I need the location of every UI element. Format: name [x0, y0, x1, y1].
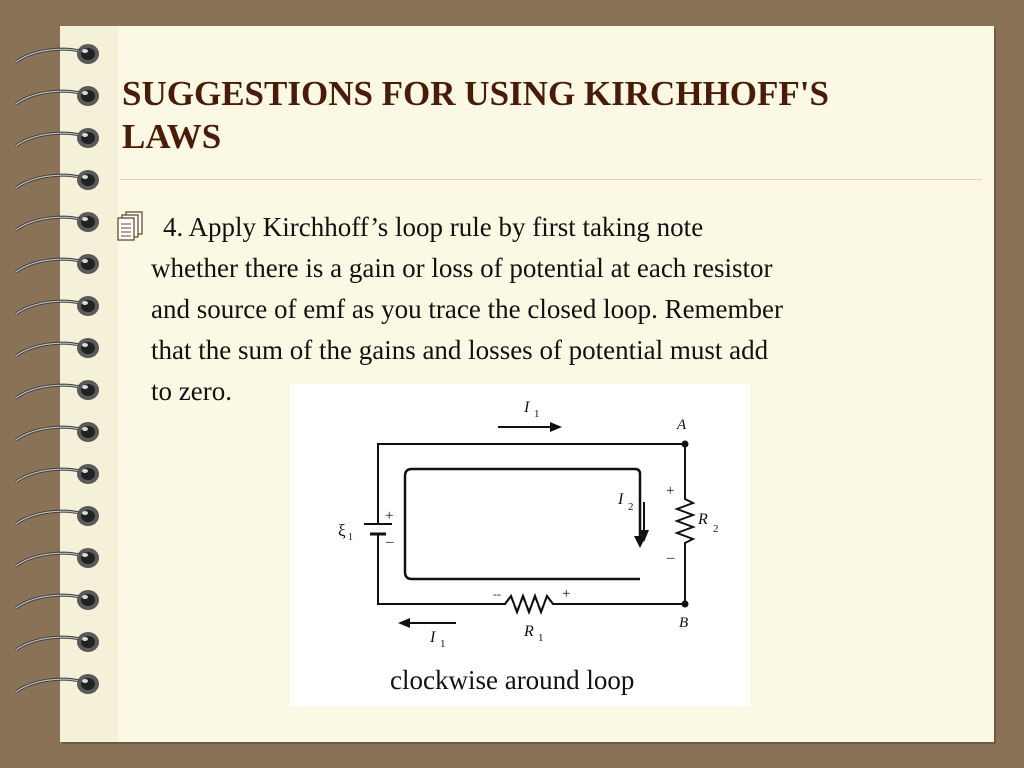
label-i1-top: I [524, 399, 530, 416]
slide-title [122, 72, 962, 158]
spiral-ring-icon [12, 208, 104, 238]
spiral-ring-icon [12, 292, 104, 322]
spiral-ring-icon [12, 586, 104, 616]
label-r2: R [698, 511, 708, 528]
loop-path [405, 469, 640, 579]
bullet-text [151, 207, 971, 412]
label-r1: R [524, 623, 534, 640]
bullet-line-2: whether there is a gain or loss of potential at each resistor [151, 253, 773, 283]
label-node-b: B [679, 615, 689, 631]
label-r2-plus: + [666, 483, 675, 499]
figure-caption: clockwise around loop [390, 665, 635, 695]
label-r2-minus: – [667, 550, 675, 566]
label-i2: I [618, 491, 624, 508]
bullet-line-1: 4. Apply Kirchhoff’s loop rule by first taking note [163, 212, 704, 242]
label-battery-plus: + [385, 508, 394, 524]
label-i1-bottom-sub: 1 [440, 638, 446, 650]
label-i1-top-sub: 1 [534, 408, 540, 420]
spiral-ring-icon [12, 460, 104, 490]
label-r1-minus: -- [493, 587, 501, 601]
spiral-ring-icon [12, 376, 104, 406]
title-line-2: LAWS [122, 117, 222, 156]
label-node-a: A [677, 417, 687, 433]
label-i1-bottom: I [430, 629, 436, 646]
label-r1-sub: 1 [538, 632, 544, 644]
resistor-r2 [677, 492, 693, 547]
node-a-dot [682, 441, 689, 448]
wire-right-bottom [378, 544, 685, 604]
circuit-figure [290, 384, 750, 706]
label-r1-plus: + [562, 586, 571, 602]
stacked-pages-icon [116, 210, 148, 242]
spiral-ring-icon [12, 502, 104, 532]
title-line-1: SUGGESTIONS FOR USING KIRCHHOFF'S [122, 74, 829, 113]
spiral-ring-icon [12, 418, 104, 448]
label-emf-sub: 1 [348, 532, 353, 543]
spiral-ring-icon [12, 40, 104, 70]
node-b-dot [682, 601, 689, 608]
bullet-line-5: to zero. [151, 376, 232, 406]
bullet-line-3: and source of emf as you trace the closed loop. Remember [151, 294, 784, 324]
bullet-line-4: that the sum of the gains and losses of potential must add [151, 335, 769, 365]
title-divider [120, 179, 982, 180]
label-emf: ξ [338, 521, 346, 540]
spiral-ring-icon [12, 82, 104, 112]
spiral-ring-icon [12, 166, 104, 196]
label-battery-minus: – [386, 534, 394, 550]
circuit-diagram [290, 384, 750, 706]
spiral-ring-icon [12, 334, 104, 364]
label-r2-sub: 2 [713, 523, 719, 535]
spiral-ring-icon [12, 544, 104, 574]
spiral-ring-icon [12, 250, 104, 280]
spiral-ring-icon [12, 124, 104, 154]
spiral-ring-icon [12, 628, 104, 658]
label-i2-sub: 2 [628, 501, 634, 513]
spiral-ring-icon [12, 670, 104, 700]
